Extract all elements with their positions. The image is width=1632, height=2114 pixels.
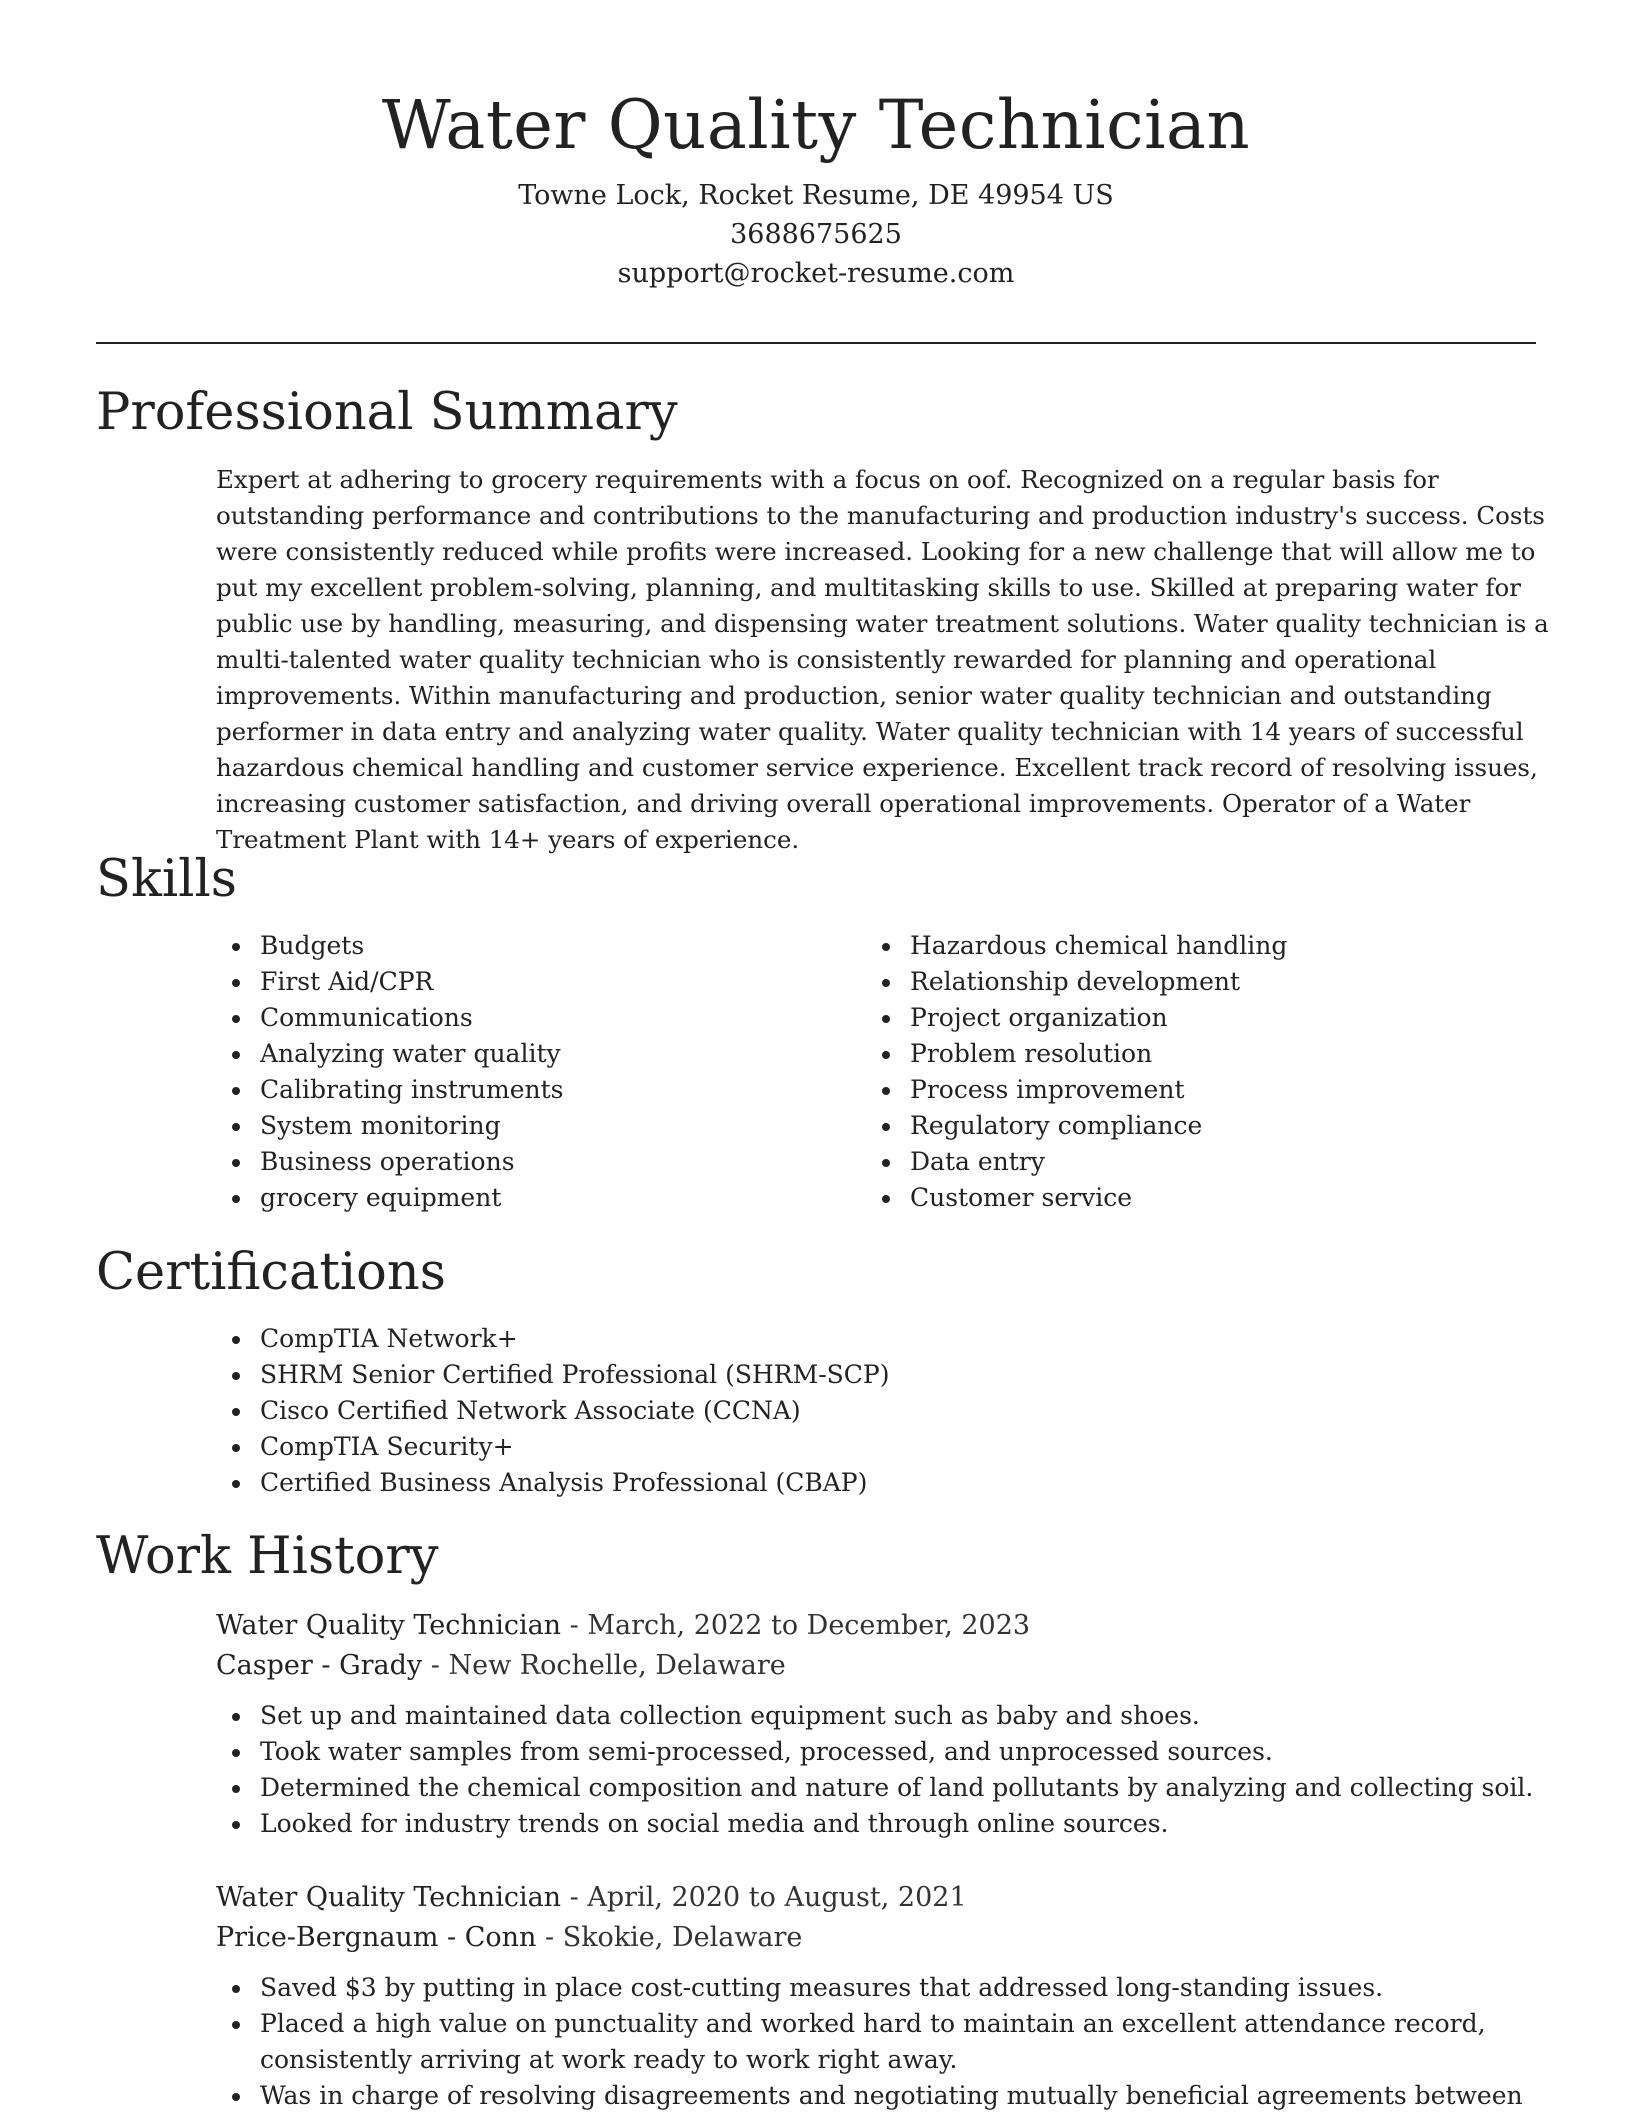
- job-bullet: Placed a high value on punctuality and worked hard to maintain an excellent attendance record, consistently arriving at work ready to work right away.: [216, 2006, 1536, 2078]
- skill-item: Business operations: [216, 1144, 836, 1180]
- section-title-summary: Professional Summary: [96, 383, 678, 442]
- job-bullet-list: [216, 1698, 1536, 1842]
- skills-list-right: [866, 928, 1486, 1216]
- skill-item: Problem resolution: [866, 1036, 1486, 1072]
- skill-item: Data entry: [866, 1144, 1486, 1180]
- summary-text: Expert at adhering to grocery requirements with a focus on oof. Recognized on a regular basis for outstanding performance and contributions to the manufacturing and production industry's success. Costs were consistently reduced while profits were increased. Looking for a new challenge that will allow me to put my excellent problem-solving, planning, and multitasking skills to use. Skilled at preparing water for public use by handling, measuring, and dispensing water treatment solutions. Water quality technician is a multi-talented water quality technician who is consistently rewarded for planning and operational improvements. Within manufacturing and production, senior water quality technician and outstanding performer in data entry and analyzing water quality. Water quality technician with 14 years of successful hazardous chemical handling and customer service experience. Excellent track record of resolving issues, increasing customer satisfaction, and driving overall operational improvements. Operator of a Water Treatment Plant with 14+ years of experience.: [216, 465, 1549, 854]
- skill-item: Project organization: [866, 1000, 1486, 1036]
- job-dates: March, 2022 to December, 2023: [587, 1610, 1031, 1641]
- contact-email: support@rocket-resume.com: [617, 258, 1015, 289]
- skill-item: Regulatory compliance: [866, 1108, 1486, 1144]
- job-bullet: Took water samples from semi-processed, processed, and unprocessed sources.: [216, 1734, 1536, 1770]
- skill-item: Calibrating instruments: [216, 1072, 836, 1108]
- job-company: Price-Bergnaum - Conn: [216, 1922, 537, 1953]
- job-separator: -: [422, 1650, 449, 1681]
- job-company: Casper - Grady: [216, 1650, 423, 1681]
- skill-item: Analyzing water quality: [216, 1036, 836, 1072]
- skill-item: System monitoring: [216, 1108, 836, 1144]
- job-bullet: Looked for industry trends on social media and through online sources.: [216, 1806, 1536, 1842]
- job-separator: -: [561, 1882, 588, 1913]
- certification-item: Cisco Certified Network Associate (CCNA): [216, 1393, 1516, 1429]
- job-entry: [216, 1606, 1536, 1842]
- skill-item: First Aid/CPR: [216, 964, 836, 1000]
- skill-item: Relationship development: [866, 964, 1486, 1000]
- contact-phone: 3688675625: [730, 219, 902, 250]
- certifications-list: [216, 1321, 1516, 1501]
- job-title-line: [216, 1606, 1536, 1646]
- job-title-line: [216, 1878, 1536, 1918]
- job-company-line: [216, 1918, 1536, 1958]
- job-location: New Rochelle, Delaware: [448, 1650, 786, 1681]
- certification-item: CompTIA Network+: [216, 1321, 1516, 1357]
- skill-item: Communications: [216, 1000, 836, 1036]
- job-bullet: Set up and maintained data collection equipment such as baby and shoes.: [216, 1698, 1536, 1734]
- job-bullet-list: [216, 1970, 1536, 2114]
- skill-item: Process improvement: [866, 1072, 1486, 1108]
- job-separator: -: [561, 1610, 588, 1641]
- certification-item: Certified Business Analysis Professional (CBAP): [216, 1465, 1516, 1501]
- certification-item: CompTIA Security+: [216, 1429, 1516, 1465]
- job-dates: April, 2020 to August, 2021: [587, 1882, 967, 1913]
- skill-item: Hazardous chemical handling: [866, 928, 1486, 964]
- job-location: Skokie, Delaware: [562, 1922, 803, 1953]
- job-bullet: Saved $3 by putting in place cost-cutting measures that addressed long-standing issues.: [216, 1970, 1536, 2006]
- certification-item: SHRM Senior Certified Professional (SHRM-SCP): [216, 1357, 1516, 1393]
- job-bullet: Determined the chemical composition and nature of land pollutants by analyzing and collecting soil.: [216, 1770, 1536, 1806]
- skill-item: Customer service: [866, 1180, 1486, 1216]
- job-bullet: Was in charge of resolving disagreements and negotiating mutually beneficial agreements between: [216, 2078, 1536, 2114]
- job-title: Water Quality Technician: [216, 1610, 562, 1641]
- skill-item: Budgets: [216, 928, 836, 964]
- resume-name: Water Quality Technician: [381, 86, 1251, 164]
- contact-address: Towne Lock, Rocket Resume, DE 49954 US: [518, 180, 1114, 211]
- job-company-line: [216, 1646, 1536, 1686]
- job-title: Water Quality Technician: [216, 1882, 562, 1913]
- job-separator: -: [536, 1922, 563, 1953]
- skills-list-left: [216, 928, 836, 1216]
- header-divider: [96, 342, 1536, 344]
- section-title-skills: Skills: [96, 850, 237, 909]
- resume-header: [96, 84, 1536, 293]
- job-entry: [216, 1878, 1536, 2114]
- section-title-certifications: Certifications: [96, 1243, 446, 1302]
- skill-item: grocery equipment: [216, 1180, 836, 1216]
- section-title-work-history: Work History: [96, 1527, 439, 1586]
